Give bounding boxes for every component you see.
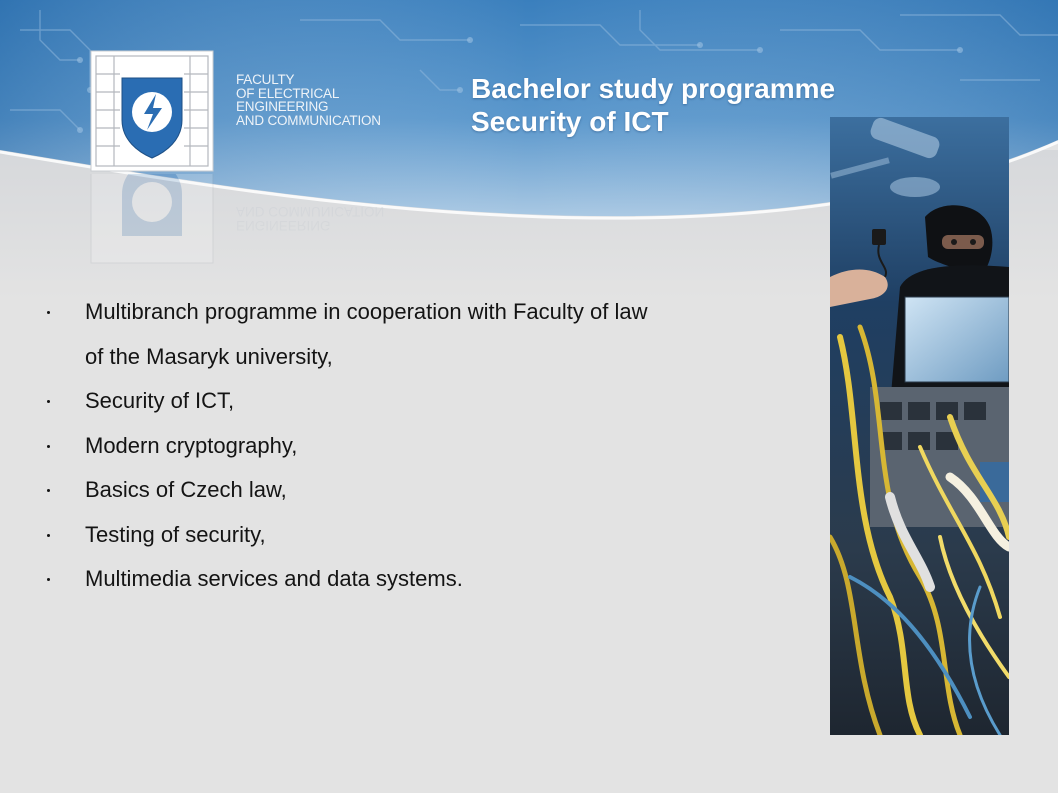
- slide-title: [471, 72, 835, 138]
- list-item: [44, 557, 804, 602]
- list-item: [44, 468, 804, 513]
- bullet-dot-icon: [47, 400, 50, 403]
- faculty-name-reflection-line: ENGINEERING: [236, 218, 331, 234]
- faculty-name-line: OF ELECTRICAL: [236, 85, 340, 101]
- list-item: [44, 424, 804, 469]
- faculty-name: [236, 73, 381, 127]
- cybersecurity-photo: [830, 117, 1009, 735]
- bullet-list: [44, 290, 804, 602]
- list-item: [44, 290, 804, 335]
- slide-title-line-1: Bachelor study programme: [471, 73, 836, 104]
- slide-title-line-2: Security of ICT: [471, 106, 669, 137]
- list-item-text: Modern cryptography,: [85, 432, 298, 458]
- list-item-text: Basics of Czech law,: [85, 477, 287, 502]
- bullet-dot-icon: [47, 578, 50, 581]
- faculty-name-reflection: [236, 205, 384, 232]
- faculty-logo-icon: [90, 50, 214, 172]
- logo-reflection: [90, 174, 214, 264]
- bullet-dot-icon: [47, 489, 50, 492]
- list-item-continuation: [44, 335, 804, 380]
- list-item-text: Multibranch programme in cooperation with Faculty of law: [85, 299, 648, 324]
- faculty-name-reflection-line: AND COMMUNICATION: [236, 204, 385, 220]
- faculty-name-line: ENGINEERING: [236, 99, 329, 115]
- list-item: [44, 513, 804, 558]
- bullet-dot-icon: [47, 534, 50, 537]
- list-item-text: Security of ICT,: [85, 388, 235, 413]
- list-item-text: of the Masaryk university,: [85, 343, 333, 369]
- faculty-name-line: FACULTY: [236, 72, 295, 87]
- list-item: [44, 379, 804, 424]
- faculty-name-line: AND COMMUNICATION: [236, 112, 381, 128]
- list-item-text: Multimedia services and data systems.: [85, 566, 463, 591]
- list-item-text: Testing of security,: [85, 521, 266, 547]
- bullet-dot-icon: [47, 311, 50, 314]
- bullet-dot-icon: [47, 445, 50, 448]
